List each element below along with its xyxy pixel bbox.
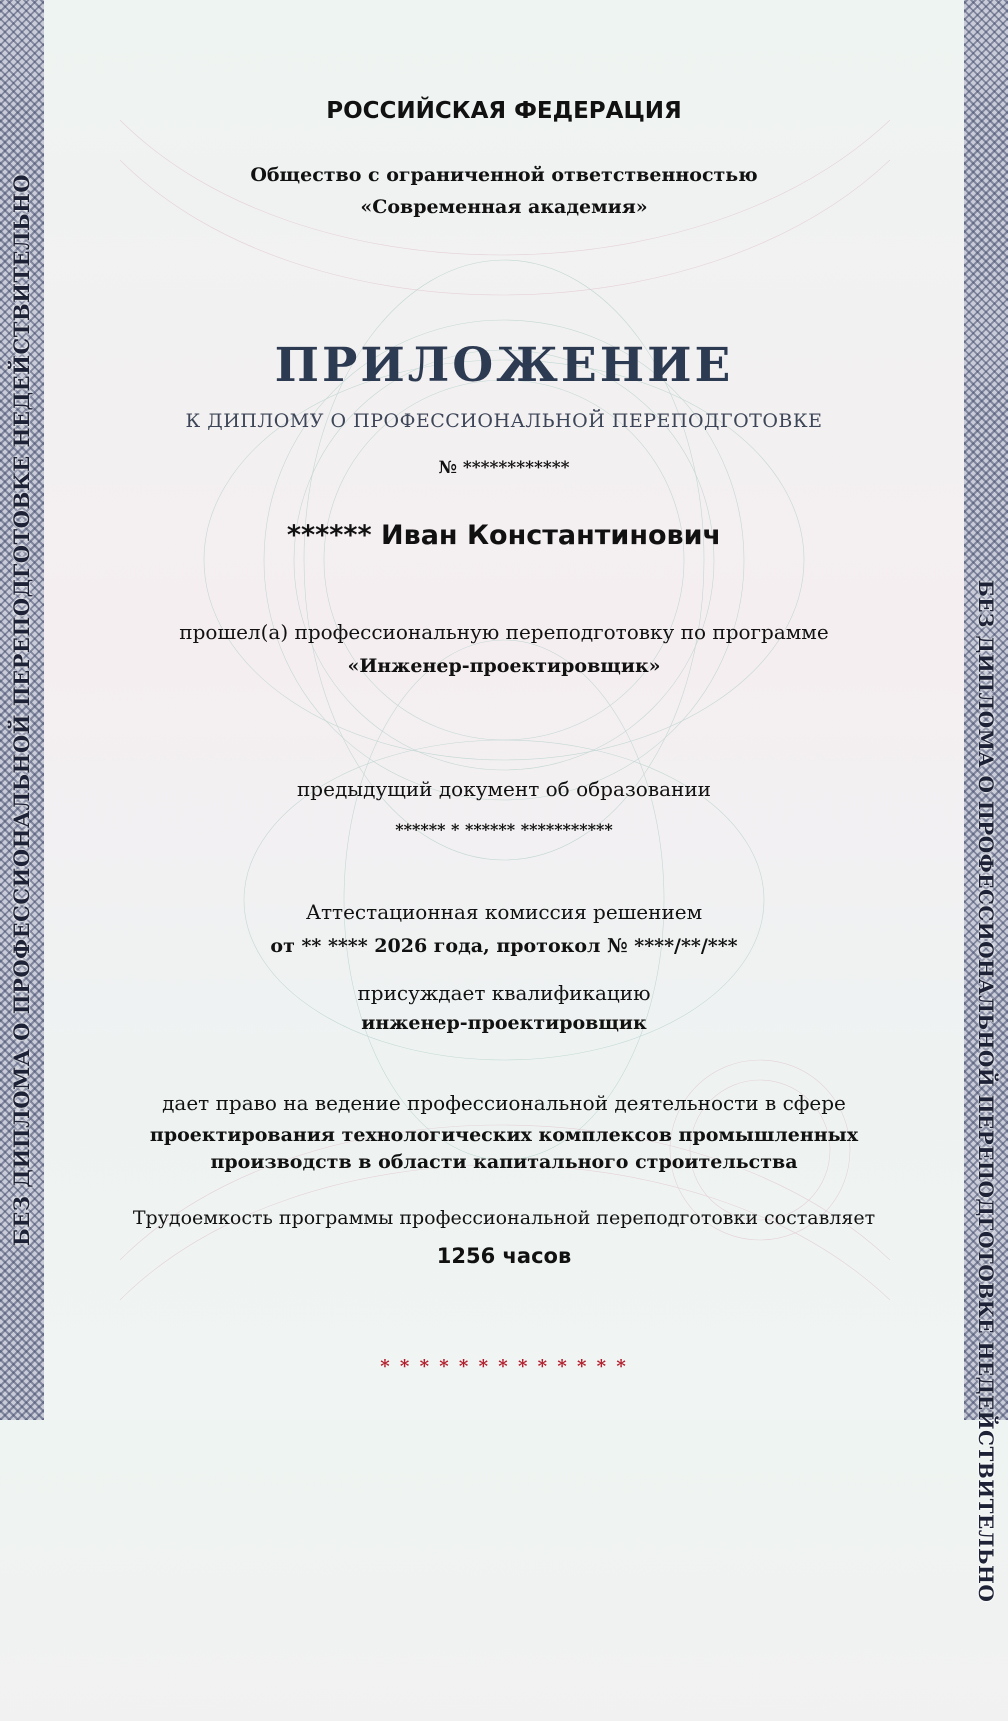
country-heading: РОССИЙСКАЯ ФЕДЕРАЦИЯ xyxy=(326,98,682,124)
organization-type: Общество с ограниченной ответственностью xyxy=(250,164,758,186)
previous-education-label: предыдущий документ об образовании xyxy=(296,777,712,801)
labor-hours: 1256 часов xyxy=(436,1244,572,1268)
commission-label: Аттестационная комиссия решением xyxy=(305,900,703,924)
holder-name: ****** Иван Константинович xyxy=(286,520,722,551)
previous-education-value: ****** * ****** *********** xyxy=(395,820,613,839)
qualification-value: инженер-проектировщик xyxy=(361,1012,647,1034)
sphere-line-1: проектирования технологических комплексов промышленных xyxy=(149,1124,859,1146)
footer-stars: * * * * * * * * * * * * * xyxy=(380,1356,628,1377)
left-border-text: БЕЗ ДИПЛОМА О ПРОФЕССИОНАЛЬНОЙ ПЕРЕПОДГОТОВКЕ НЕДЕЙСТВИТЕЛЬНО xyxy=(9,173,34,1247)
document-number: № ************ xyxy=(438,458,570,478)
document-subtitle: К ДИПЛОМУ О ПРОФЕССИОНАЛЬНОЙ ПЕРЕПОДГОТОВКЕ xyxy=(185,410,823,432)
sphere-line-2: производств в области капитального строительства xyxy=(210,1151,798,1173)
labor-intensity-label: Трудоемкость программы профессиональной переподготовки составляет xyxy=(132,1207,876,1229)
commission-decision: от ** **** 2026 года, протокол № ****/**/*** xyxy=(270,935,738,957)
rights-label: дает право на ведение профессиональной деятельности в сфере xyxy=(162,1091,846,1115)
document-title: ПРИЛОЖЕНИЕ xyxy=(274,338,734,393)
program-passed-text: прошел(а) профессиональную переподготовку по программе xyxy=(179,620,829,644)
awards-qualification-label: присуждает квалификацию xyxy=(357,981,651,1005)
organization-name: «Современная академия» xyxy=(360,196,648,218)
program-name: «Инженер-проектировщик» xyxy=(347,655,661,677)
right-border-text: БЕЗ ДИПЛОМА О ПРОФЕССИОНАЛЬНОЙ ПЕРЕПОДГОТОВКЕ НЕДЕЙСТВИТЕЛЬНО xyxy=(974,579,998,1603)
